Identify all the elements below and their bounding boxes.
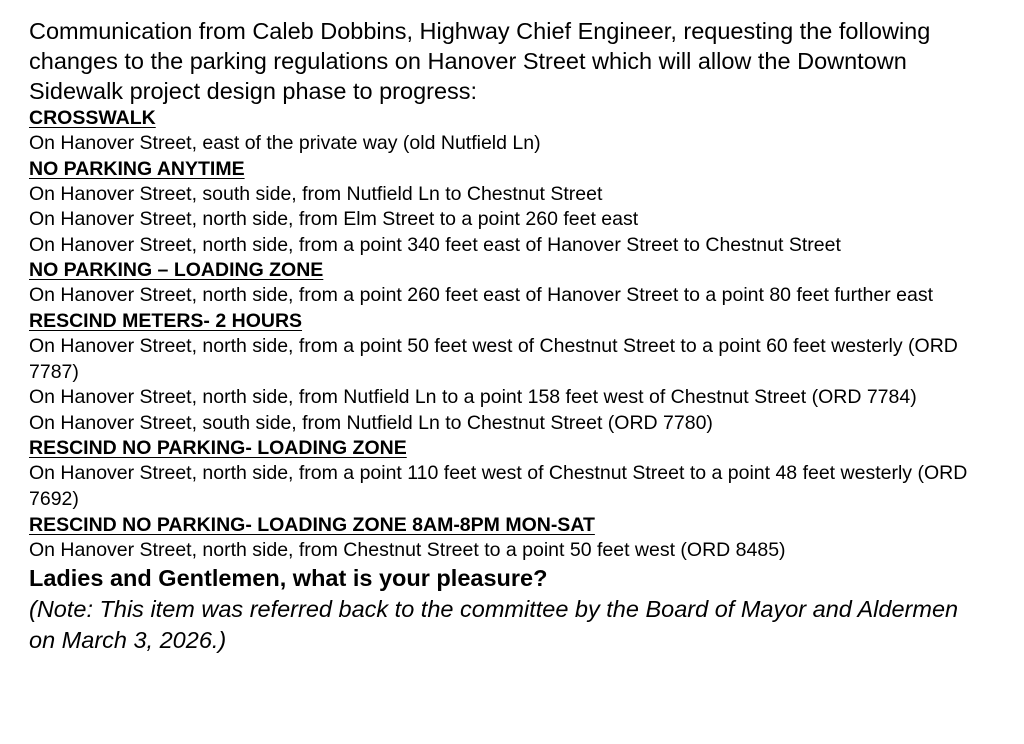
section-rescind-loading-zone-8am-8pm [29,513,989,564]
intro-paragraph: Communication from Caleb Dobbins, Highway Chief Engineer, requesting the following changes to the parking regulations on Hanover Street which will allow the Downtown Sidewalk project design phase to progress: [29,18,931,104]
section-crosswalk [29,106,989,157]
regulation-entry: On Hanover Street, north side, from Chestnut Street to a point 50 feet west (ORD 8485) [29,538,786,561]
section-rescind-loading-zone [29,436,989,512]
section-heading: NO PARKING ANYTIME [29,157,245,180]
regulation-entry: On Hanover Street, north side, from a point 260 feet east of Hanover Street to a point 80 feet further east [29,284,934,307]
section-heading: NO PARKING – LOADING ZONE [29,259,324,282]
section-no-parking-loading-zone [29,258,989,309]
regulation-entry: On Hanover Street, south side, from Nutfield Ln to Chestnut Street (ORD 7780) [29,411,713,434]
referral-note: (Note: This item was referred back to the committee by the Board of Mayor and Aldermen on March 3, 2026.) [29,596,959,654]
regulation-entry: On Hanover Street, north side, from a point 110 feet west of Chestnut Street to a point 48 feet westerly (ORD 7692) [29,462,968,510]
regulation-entry: On Hanover Street, east of the private way (old Nutfield Ln) [29,132,541,154]
section-no-parking-anytime [29,157,989,259]
regulation-entry: On Hanover Street, north side, from Nutfield Ln to a point 158 feet west of Chestnut Street (ORD 7784) [29,386,917,409]
section-heading: RESCIND NO PARKING- LOADING ZONE [29,437,407,460]
document-page [29,16,989,656]
section-heading: RESCIND METERS- 2 HOURS [29,309,303,332]
section-rescind-meters [29,309,989,436]
closing-question: Ladies and Gentlemen, what is your pleasure? [29,565,548,592]
regulation-entry: On Hanover Street, north side, from a point 340 feet east of Hanover Street to Chestnut Street [29,233,841,256]
regulation-entry: On Hanover Street, south side, from Nutfield Ln to Chestnut Street [29,182,603,205]
regulation-entry: On Hanover Street, north side, from a point 50 feet west of Chestnut Street to a point 60 feet westerly (ORD 7787) [29,334,958,383]
section-heading: RESCIND NO PARKING- LOADING ZONE 8AM-8PM MON-SAT [29,513,595,536]
regulation-entry: On Hanover Street, north side, from Elm Street to a point 260 feet east [29,208,639,231]
section-heading: CROSSWALK [29,107,156,129]
